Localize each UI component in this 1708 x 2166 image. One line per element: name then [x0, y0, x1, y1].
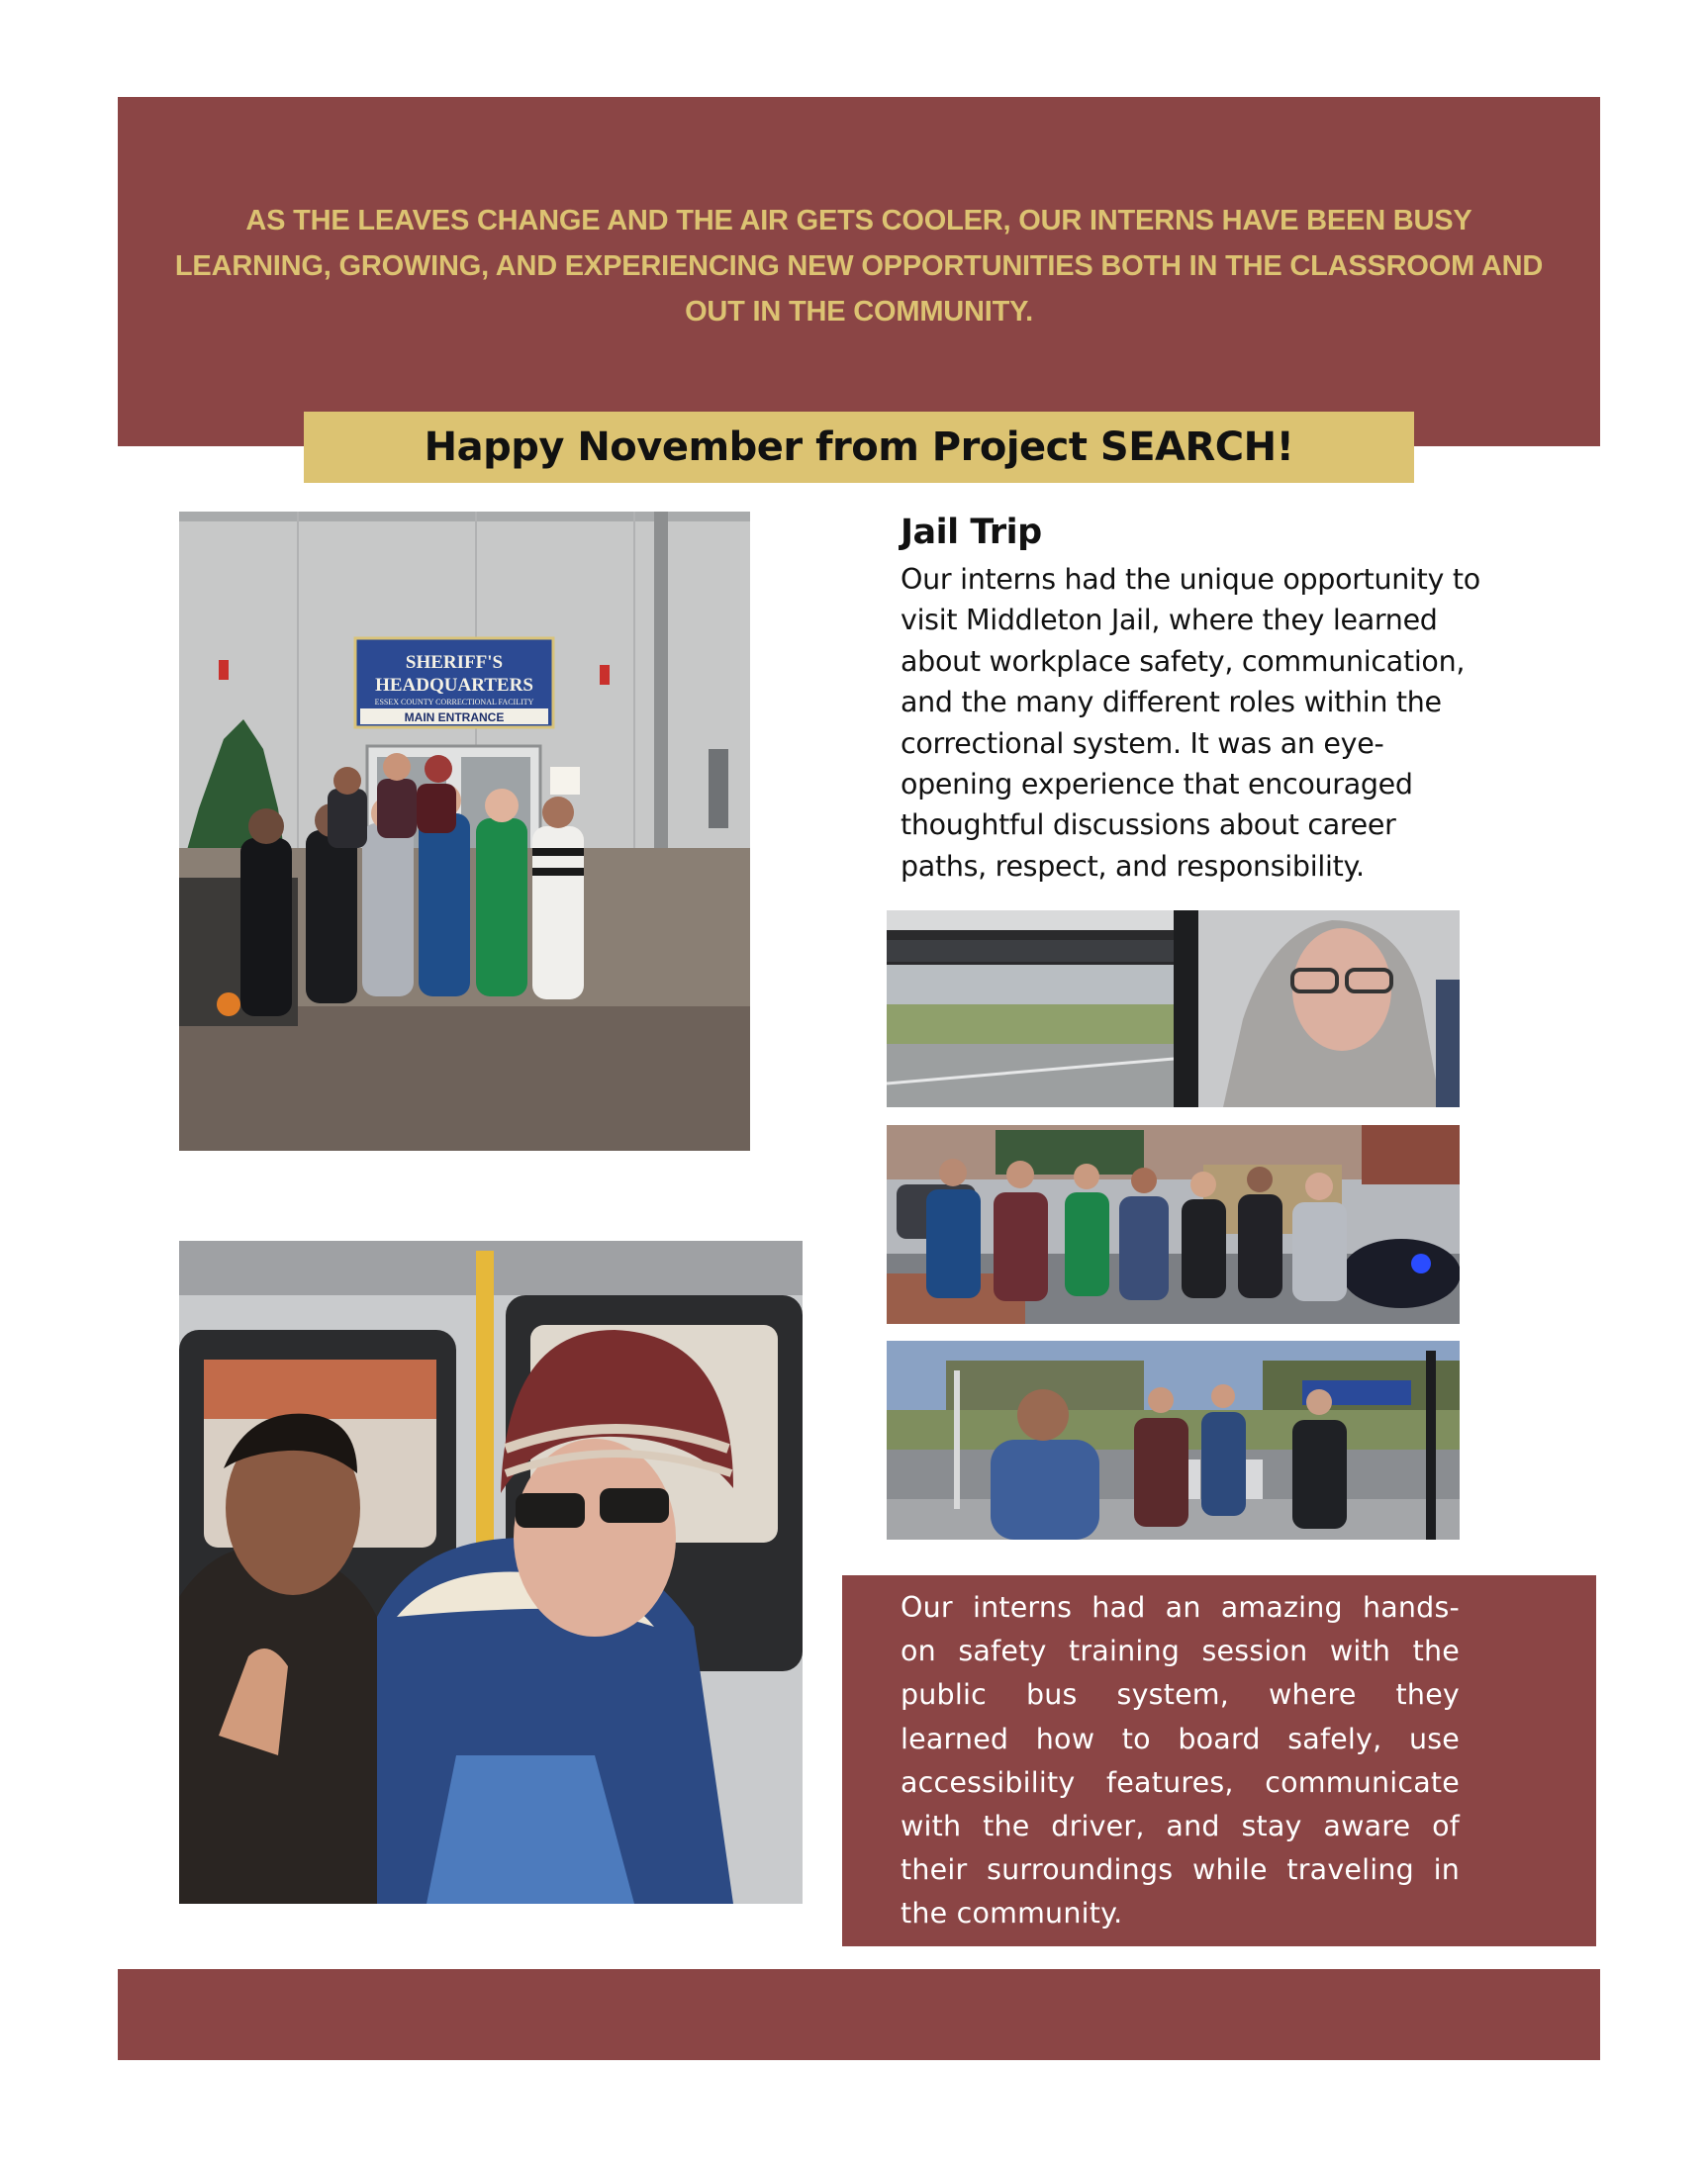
intro-line-3: OUT IN THE COMMUNITY. — [685, 296, 1033, 328]
jail-trip-body — [901, 559, 1534, 887]
page-title: Happy November from Project SEARCH! — [424, 424, 1294, 470]
bus-training-line: Our interns had an amazing hands- — [901, 1591, 1460, 1624]
jail-trip-line: about workplace safety, communication, — [901, 644, 1466, 678]
group-photo-sheriff-headquarters — [179, 512, 750, 1151]
sign-line-4: MAIN ENTRANCE — [404, 710, 505, 724]
intro-text — [118, 198, 1600, 334]
group-street-photo — [887, 1125, 1460, 1324]
jail-trip-line: paths, respect, and responsibility. — [901, 849, 1365, 883]
bus-training-line: on safety training session with the — [901, 1635, 1460, 1668]
jail-trip-heading: Jail Trip — [901, 513, 1042, 552]
footer-band — [118, 1969, 1600, 2060]
jail-trip-line: and the many different roles within the — [901, 686, 1442, 719]
bus-window-photo — [887, 910, 1460, 1107]
jail-trip-line: thoughtful discussions about career — [901, 808, 1396, 842]
crosswalk-photo — [887, 1341, 1460, 1540]
jail-trip-line: opening experience that encouraged — [901, 768, 1413, 801]
jail-trip-line: Our interns had the unique opportunity to — [901, 563, 1480, 596]
bus-training-line: public bus system, where they — [901, 1678, 1460, 1712]
bus-training-text — [901, 1586, 1460, 1936]
bus-training-line: accessibility features, communicate — [901, 1765, 1460, 1799]
jail-trip-line: visit Middleton Jail, where they learned — [901, 604, 1438, 637]
bus-training-line: their surroundings while traveling in — [901, 1853, 1460, 1887]
bus-training-line: with the driver, and stay aware of — [901, 1810, 1460, 1843]
sign-line-1: SHERIFF'S — [405, 652, 504, 673]
intro-line-2: LEARNING, GROWING, AND EXPERIENCING NEW OPPORTUNITIES BOTH IN THE CLASSROOM AND — [174, 250, 1544, 282]
title-banner — [304, 412, 1414, 483]
bus-training-line: the community. — [901, 1897, 1123, 1931]
sign-line-3: ESSEX COUNTY CORRECTIONAL FACILITY — [374, 698, 534, 706]
sign-line-2: HEADQUARTERS — [375, 675, 533, 696]
interns-on-bus-photo — [179, 1241, 803, 1904]
jail-trip-line: correctional system. It was an eye- — [901, 726, 1384, 760]
intro-line-1: AS THE LEAVES CHANGE AND THE AIR GETS COOLER, OUR INTERNS HAVE BEEN BUSY — [245, 205, 1472, 236]
bus-training-line: learned how to board safely, use — [901, 1722, 1460, 1755]
